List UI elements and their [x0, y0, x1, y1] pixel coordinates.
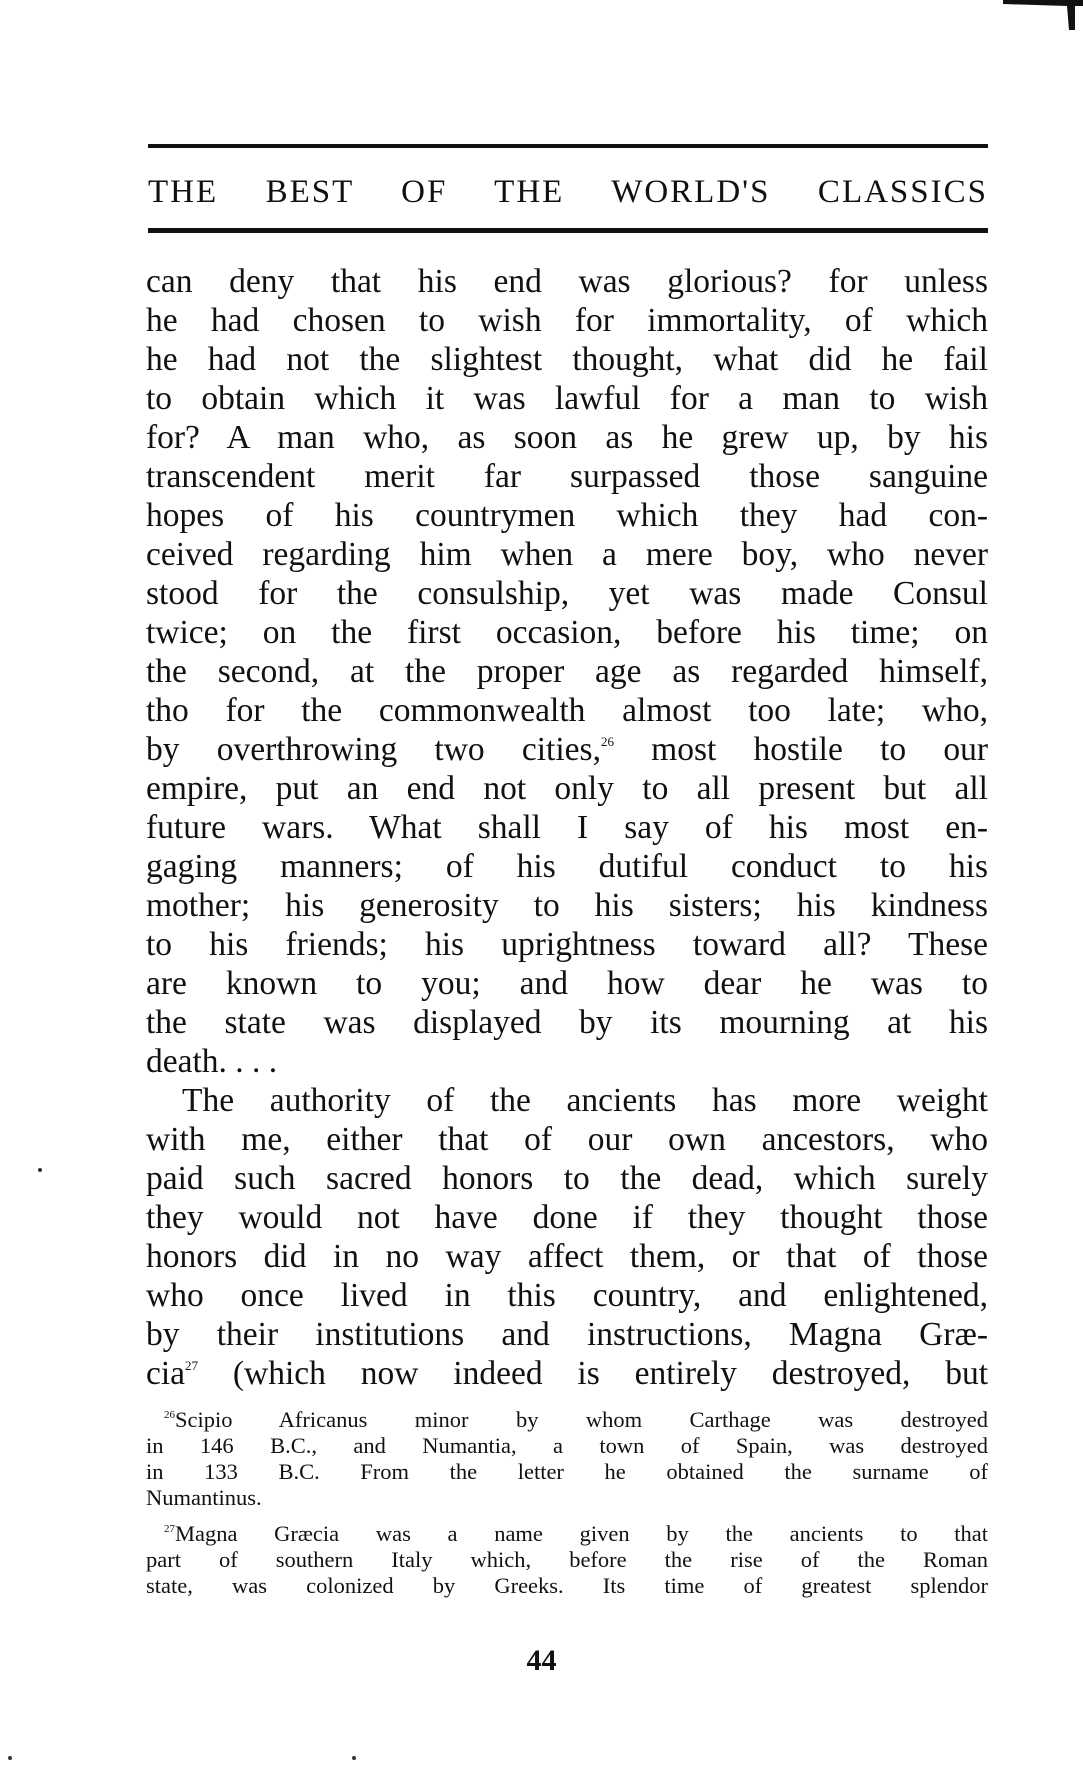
body-line: paid such sacred honors to the dead, which surely	[146, 1160, 988, 1197]
scan-speck	[8, 1756, 12, 1760]
header-rule-top	[148, 144, 988, 148]
body-line: for? A man who, as soon as he grew up, by his	[146, 419, 988, 456]
page-number: 44	[526, 1644, 557, 1677]
footnote-marker-27: 27	[164, 1523, 175, 1535]
body-line: he had chosen to wish for immortality, of which	[146, 302, 988, 339]
footnote-27-line: state, was colonized by Greeks. Its time of greatest splendor	[146, 1573, 988, 1598]
body-line-end: most hostile to our	[651, 731, 989, 768]
footnote-marker-26: 26	[164, 1409, 175, 1421]
body-line: with me, either that of our own ancestors, who	[146, 1121, 988, 1158]
body-line: who once lived in this country, and enlightened,	[146, 1277, 988, 1314]
body-line: they would not have done if they thought those	[146, 1199, 988, 1236]
body-line: the state was displayed by its mourning at his	[146, 1004, 988, 1041]
paragraph-start-line: The authority of the ancients has more weight	[182, 1082, 988, 1119]
footnote-26-line: in 146 B.C., and Numantia, a town of Spain, was destroyed	[146, 1433, 989, 1458]
page-corner-mark	[1003, 0, 1083, 32]
body-line: stood for the consulship, yet was made Consul	[146, 575, 988, 612]
footnote-ref-27: 27	[185, 1358, 199, 1373]
body-line: empire, put an end not only to all present but all	[146, 770, 988, 807]
body-text	[146, 262, 988, 1393]
body-line: transcendent merit far surpassed those sanguine	[146, 458, 988, 495]
footnote-26-line: $^{26}$Scipio Africanus minor by whom Carthage was destroyed	[164, 1407, 988, 1432]
body-line-with-footnote-26	[146, 730, 988, 769]
body-line: honors did in no way affect them, or that of those	[146, 1238, 988, 1275]
bc-abbrev: B.C.	[270, 1433, 312, 1458]
footnote-26-line: Numantinus.	[146, 1485, 262, 1510]
body-line: ceived regarding him when a mere boy, who never	[146, 536, 988, 573]
body-line-start: by overthrowing two cities,	[146, 731, 601, 768]
body-line: gaging manners; of his dutiful conduct to his	[146, 848, 988, 885]
footnote-26-line: in 133 B.C. From the letter he obtained the surname of	[146, 1459, 989, 1484]
footnote-ref-26: 26	[600, 734, 614, 749]
footnote-27-line: $^{27}$Magna Græcia was a name given by the ancients to that	[164, 1521, 988, 1546]
body-line: future wars. What shall I say of his most en-	[146, 809, 988, 846]
body-line-start: cia	[146, 1355, 186, 1392]
scan-speck	[38, 1168, 42, 1172]
footnote-27-line: part of southern Italy which, before the rise of the Roman	[146, 1547, 988, 1572]
body-line: by their institutions and instructions, Magna Græ-	[146, 1316, 988, 1353]
body-line: are known to you; and how dear he was to	[146, 965, 988, 1002]
body-line: he had not the slightest thought, what did he fail	[146, 341, 988, 378]
footnotes	[146, 1407, 988, 1599]
body-line: tho for the commonwealth almost too late; who,	[146, 692, 988, 729]
header-rule-bottom	[148, 228, 988, 233]
body-line: hopes of his countrymen which they had con-	[146, 497, 988, 534]
bc-abbrev: B.C.	[278, 1459, 320, 1484]
running-head: THE BEST OF THE WORLD'S CLASSICS	[148, 174, 988, 210]
body-line-with-footnote-27	[146, 1354, 988, 1393]
body-line: to obtain which it was lawful for a man to wish	[146, 380, 988, 417]
body-line: death. . . .	[146, 1043, 278, 1080]
body-line: can deny that his end was glorious? for unless	[146, 263, 988, 300]
scan-speck	[352, 1756, 356, 1760]
body-line: to his friends; his uprightness toward all? These	[146, 926, 988, 963]
body-line: mother; his generosity to his sisters; his kindness	[146, 887, 988, 924]
body-line: the second, at the proper age as regarded himself,	[146, 653, 988, 690]
body-line-end: (which now indeed is entirely destroyed, but	[232, 1355, 989, 1392]
body-line: twice; on the first occasion, before his time; on	[146, 614, 988, 651]
